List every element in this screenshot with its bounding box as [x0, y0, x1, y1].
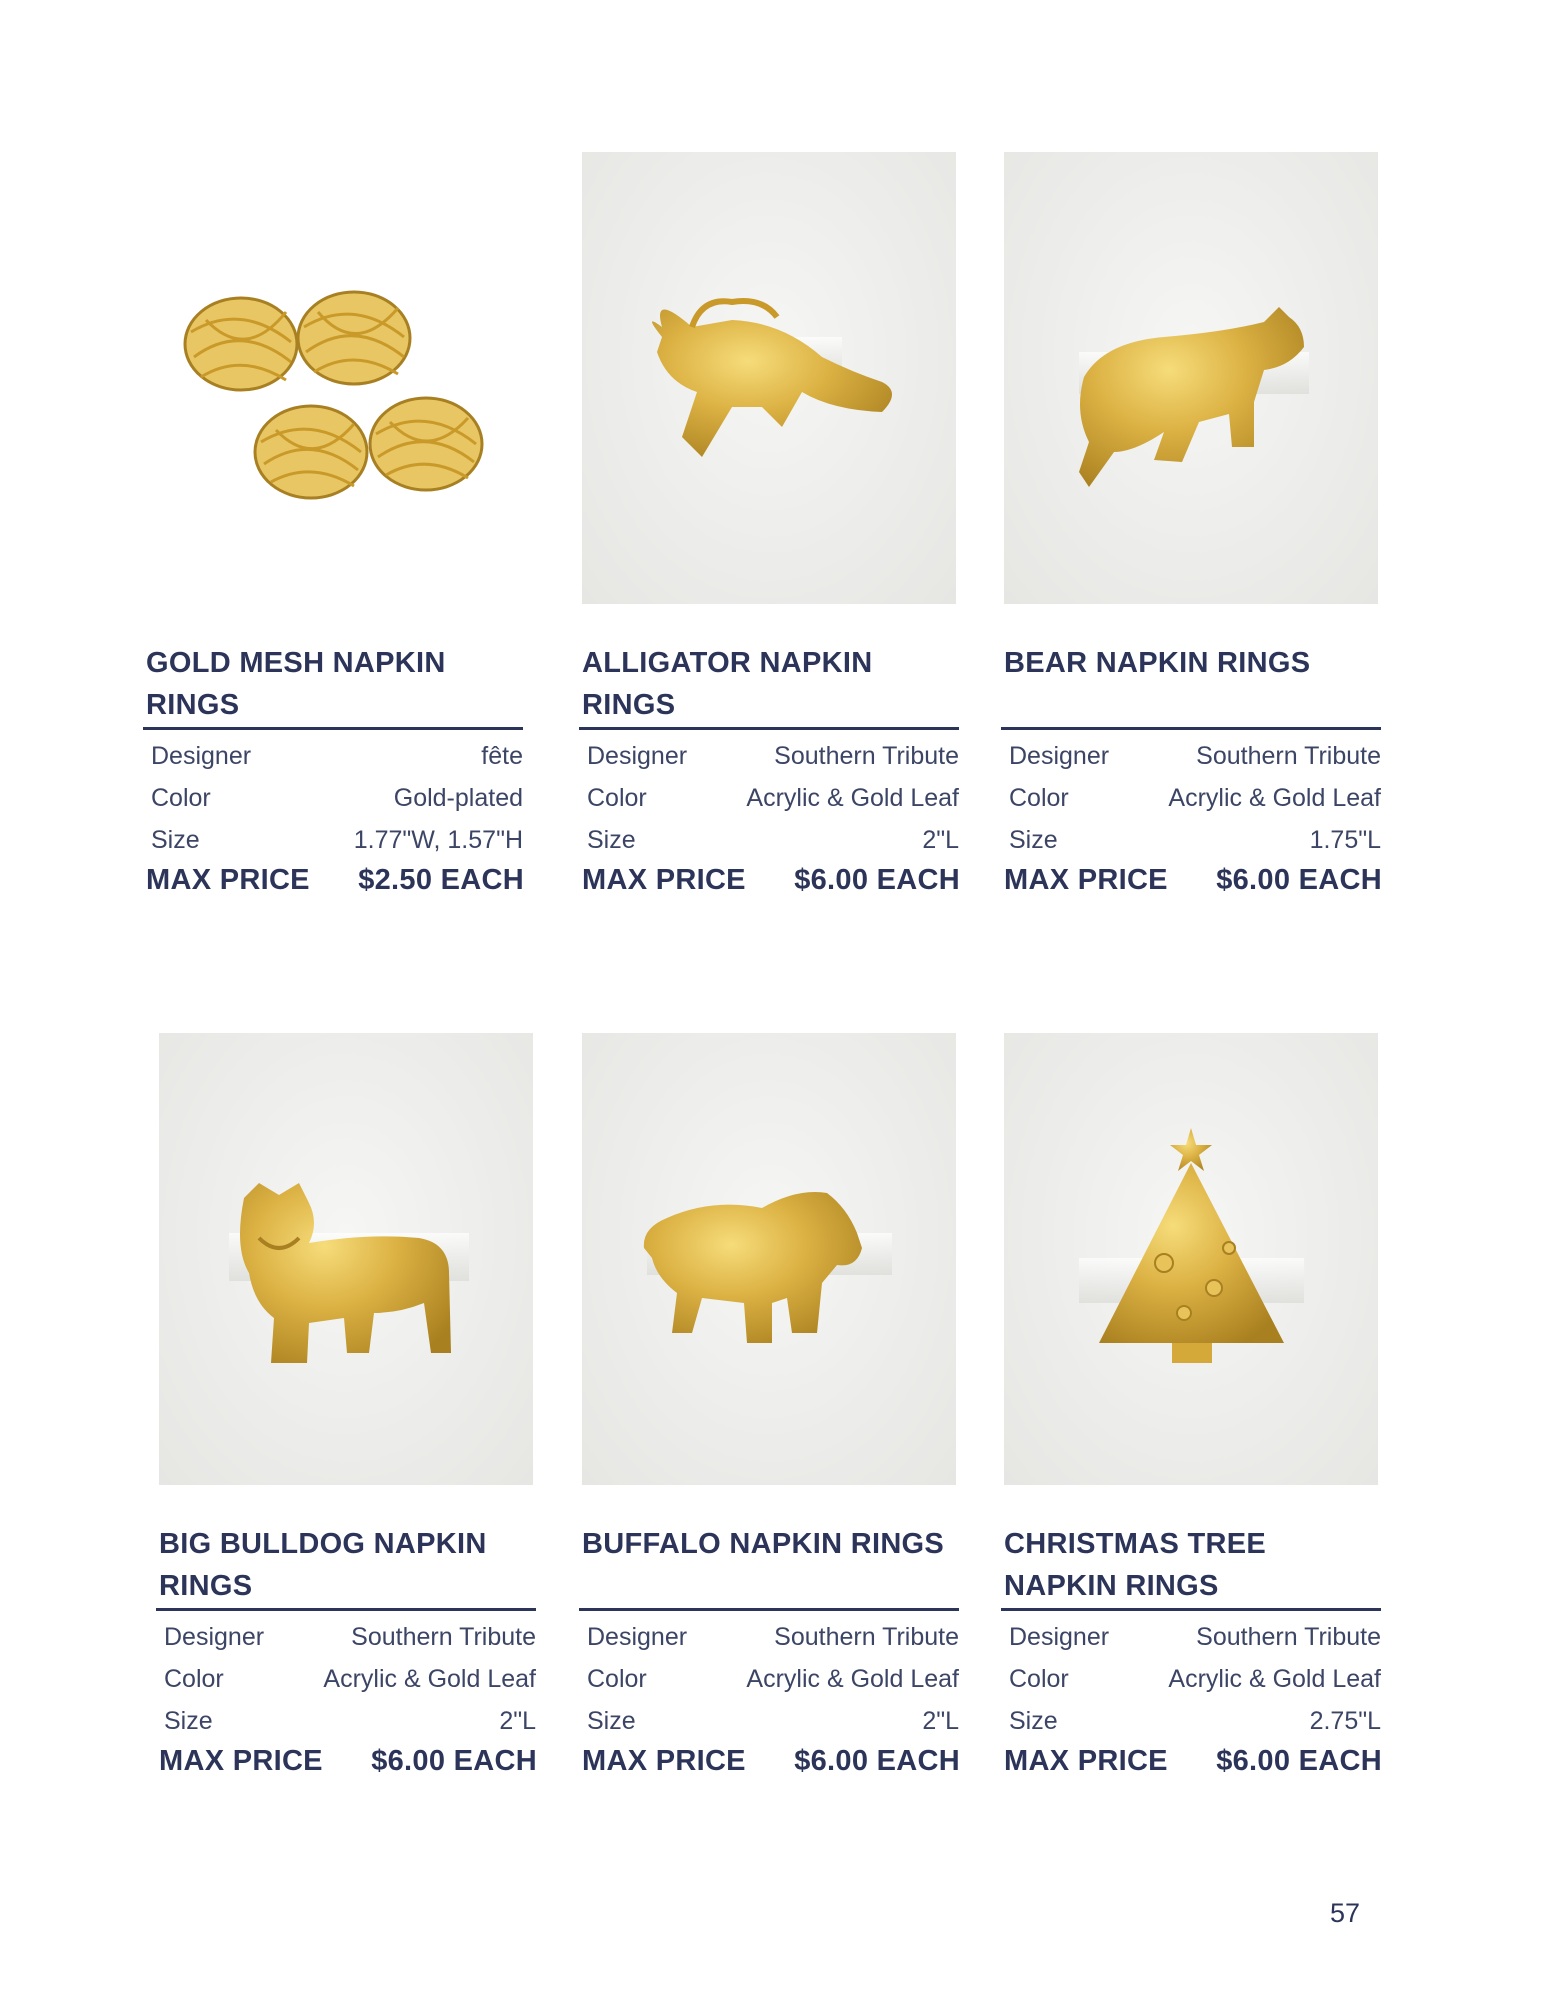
spec-label: Size — [151, 826, 200, 854]
product-photo — [582, 1033, 956, 1485]
spec-label: Size — [1009, 826, 1058, 854]
spec-row-designer — [1009, 1623, 1381, 1665]
spec-value: Southern Tribute — [351, 1623, 536, 1651]
spec-row-color — [1009, 784, 1381, 826]
product-photo — [146, 152, 520, 604]
product-photo — [159, 1033, 533, 1485]
spec-value: Southern Tribute — [1196, 1623, 1381, 1651]
price-value: $6.00 EACH — [371, 1745, 537, 1777]
spec-row-size — [1009, 1707, 1381, 1749]
bear-image — [1004, 152, 1378, 604]
title-divider — [156, 1608, 536, 1611]
product-photo — [1004, 152, 1378, 604]
spec-row-color — [151, 784, 523, 826]
spec-row-designer — [1009, 742, 1381, 784]
spec-label: Designer — [151, 742, 252, 770]
price-label: MAX PRICE — [159, 1745, 323, 1777]
title-divider — [1001, 727, 1381, 730]
spec-row-designer — [587, 1623, 959, 1665]
christmas-tree-image — [1004, 1033, 1378, 1485]
spec-label: Designer — [164, 1623, 265, 1651]
spec-value: Southern Tribute — [774, 742, 959, 770]
spec-value: Acrylic & Gold Leaf — [1168, 784, 1381, 812]
bulldog-image — [159, 1033, 533, 1485]
spec-label: Color — [587, 784, 647, 812]
spec-row-designer — [587, 742, 959, 784]
spec-row-size — [1009, 826, 1381, 868]
price-value: $2.50 EACH — [358, 864, 524, 896]
price-label: MAX PRICE — [1004, 1745, 1168, 1777]
gold-mesh-rings-image — [146, 152, 520, 604]
title-divider — [143, 727, 523, 730]
price-label: MAX PRICE — [582, 864, 746, 896]
spec-label: Size — [164, 1707, 213, 1735]
spec-value: 2.75"L — [1309, 1707, 1381, 1735]
spec-label: Size — [1009, 1707, 1058, 1735]
title-divider — [1001, 1608, 1381, 1611]
price-value: $6.00 EACH — [1216, 1745, 1382, 1777]
spec-row-color — [587, 784, 959, 826]
spec-value: 1.77"W, 1.57"H — [353, 826, 523, 854]
price-label: MAX PRICE — [582, 1745, 746, 1777]
spec-row-color — [587, 1665, 959, 1707]
spec-value: Southern Tribute — [1196, 742, 1381, 770]
product-photo — [1004, 1033, 1378, 1485]
spec-label: Color — [1009, 1665, 1069, 1693]
spec-value: 1.75"L — [1309, 826, 1381, 854]
spec-row-size — [587, 1707, 959, 1749]
spec-value: 2"L — [499, 1707, 536, 1735]
spec-value: 2"L — [922, 1707, 959, 1735]
spec-label: Designer — [1009, 1623, 1110, 1651]
spec-value: Gold-plated — [393, 784, 523, 812]
spec-row-designer — [164, 1623, 536, 1665]
product-title: GOLD MESH NAPKIN RINGS — [146, 647, 446, 721]
product-title: CHRISTMAS TREE NAPKIN RINGS — [1004, 1528, 1266, 1602]
price-value: $6.00 EACH — [1216, 864, 1382, 896]
spec-label: Designer — [587, 1623, 688, 1651]
spec-row-designer — [151, 742, 523, 784]
spec-value: Acrylic & Gold Leaf — [746, 784, 959, 812]
buffalo-image — [582, 1033, 956, 1485]
spec-row-size — [151, 826, 523, 868]
spec-label: Color — [587, 1665, 647, 1693]
spec-value: Acrylic & Gold Leaf — [1168, 1665, 1381, 1693]
price-label: MAX PRICE — [146, 864, 310, 896]
spec-value: Southern Tribute — [774, 1623, 959, 1651]
spec-value: Acrylic & Gold Leaf — [746, 1665, 959, 1693]
price-value: $6.00 EACH — [794, 864, 960, 896]
spec-value: Acrylic & Gold Leaf — [323, 1665, 536, 1693]
spec-label: Color — [1009, 784, 1069, 812]
product-title: ALLIGATOR NAPKIN RINGS — [582, 647, 873, 721]
spec-label: Size — [587, 1707, 636, 1735]
product-photo — [582, 152, 956, 604]
title-divider — [579, 727, 959, 730]
alligator-image — [582, 152, 956, 604]
spec-label: Color — [151, 784, 211, 812]
product-title: BUFFALO NAPKIN RINGS — [582, 1528, 945, 1560]
price-label: MAX PRICE — [1004, 864, 1168, 896]
spec-row-color — [164, 1665, 536, 1707]
page-number: 57 — [1330, 1898, 1361, 1928]
spec-row-size — [587, 826, 959, 868]
product-title: BEAR NAPKIN RINGS — [1004, 647, 1311, 679]
spec-value: 2"L — [922, 826, 959, 854]
spec-row-color — [1009, 1665, 1381, 1707]
spec-label: Designer — [587, 742, 688, 770]
spec-row-size — [164, 1707, 536, 1749]
price-value: $6.00 EACH — [794, 1745, 960, 1777]
spec-value: fête — [481, 742, 523, 770]
title-divider — [579, 1608, 959, 1611]
product-title: BIG BULLDOG NAPKIN RINGS — [159, 1528, 487, 1602]
spec-label: Size — [587, 826, 636, 854]
spec-label: Color — [164, 1665, 224, 1693]
spec-label: Designer — [1009, 742, 1110, 770]
